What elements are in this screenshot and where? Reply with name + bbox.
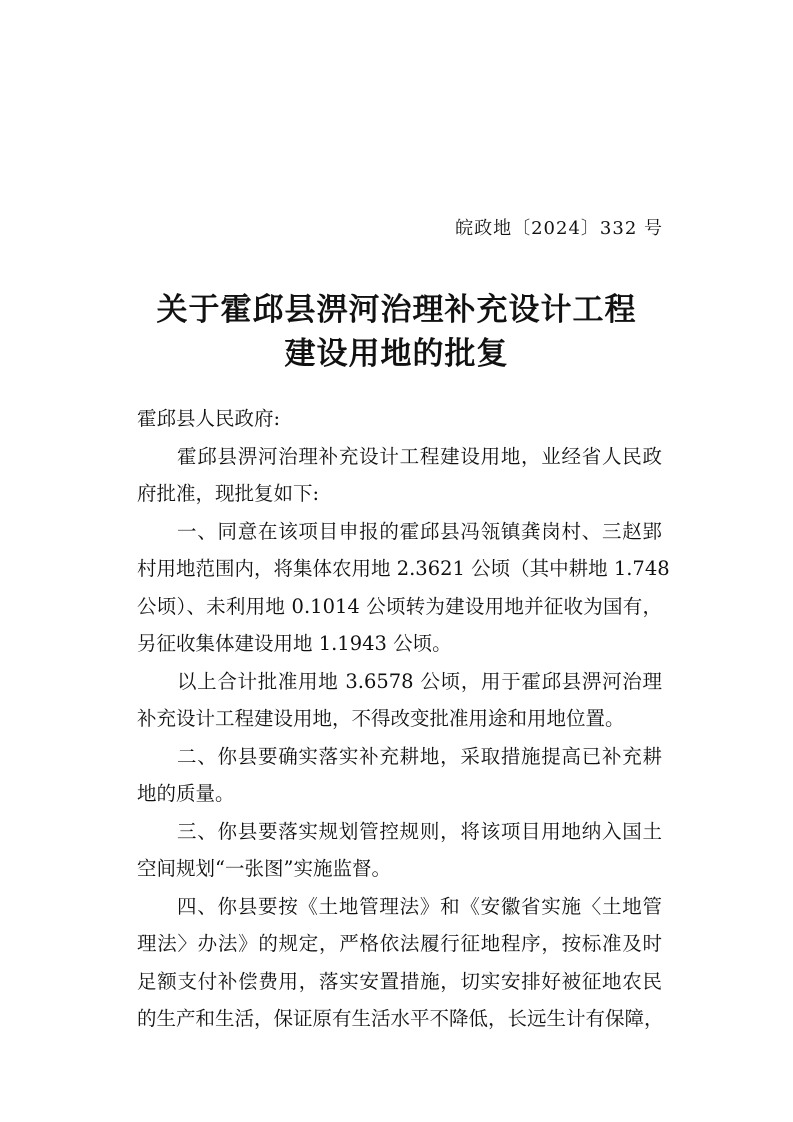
paragraph-intro-line: 府批准，现批复如下:: [137, 482, 320, 505]
paragraph-total-line: 以上合计批准用地 3.6578 公顷，用于霍邱县淠河治理: [177, 669, 662, 693]
paragraph-item-3-line: 空间规划“一张图”实施监督。: [137, 857, 391, 880]
paragraph-intro-line: 霍邱县淠河治理补充设计工程建设用地，业经省人民政: [177, 444, 662, 468]
document-body: [137, 400, 670, 1038]
paragraph-item-1-line: 另征收集体建设用地 1.1943 公顷。: [137, 632, 452, 655]
paragraph-item-1-line: 公顷）、未利用地 0.1014 公顷转为建设用地并征收为国有，: [137, 594, 662, 618]
paragraph-item-1-line: 一、同意在该项目申报的霍邱县冯瓴镇龚岗村、三赵郢: [177, 519, 662, 543]
document-title-line-2: 建设用地的批复: [284, 336, 509, 372]
paragraph-item-4-line: 四、你县要按《土地管理法》和《安徽省实施〈土地管: [177, 894, 662, 918]
paragraph-item-4-line: 理法〉办法》的规定，严格依法履行征地程序，按标准及时: [137, 932, 662, 955]
salutation: 霍邱县人民政府:: [137, 407, 281, 430]
paragraph-total-line: 补充设计工程建设用地，不得改变批准用途和用地位置。: [137, 707, 625, 730]
paragraph-item-2-line: 地的质量。: [137, 782, 235, 805]
document-number: 皖政地〔2024〕332 号: [455, 218, 663, 239]
document-title-line-1: 关于霍邱县淠河治理补充设计工程: [156, 292, 637, 328]
paragraph-item-1-line: 村用地范围内，将集体农用地 2.3621 公顷（其中耕地 1.748: [137, 557, 670, 580]
paragraph-item-4-line: 足额支付补偿费用，落实安置措施，切实安排好被征地农民: [137, 969, 662, 993]
paragraph-item-2-line: 二、你县要确实落实补充耕地，采取措施提高已补充耕: [177, 744, 662, 768]
paragraph-item-4-line: 的生产和生活，保证原有生活水平不降低，长远生计有保障，: [137, 1007, 664, 1030]
paragraph-item-3-line: 三、你县要落实规划管控规则，将该项目用地纳入国土: [177, 819, 662, 843]
